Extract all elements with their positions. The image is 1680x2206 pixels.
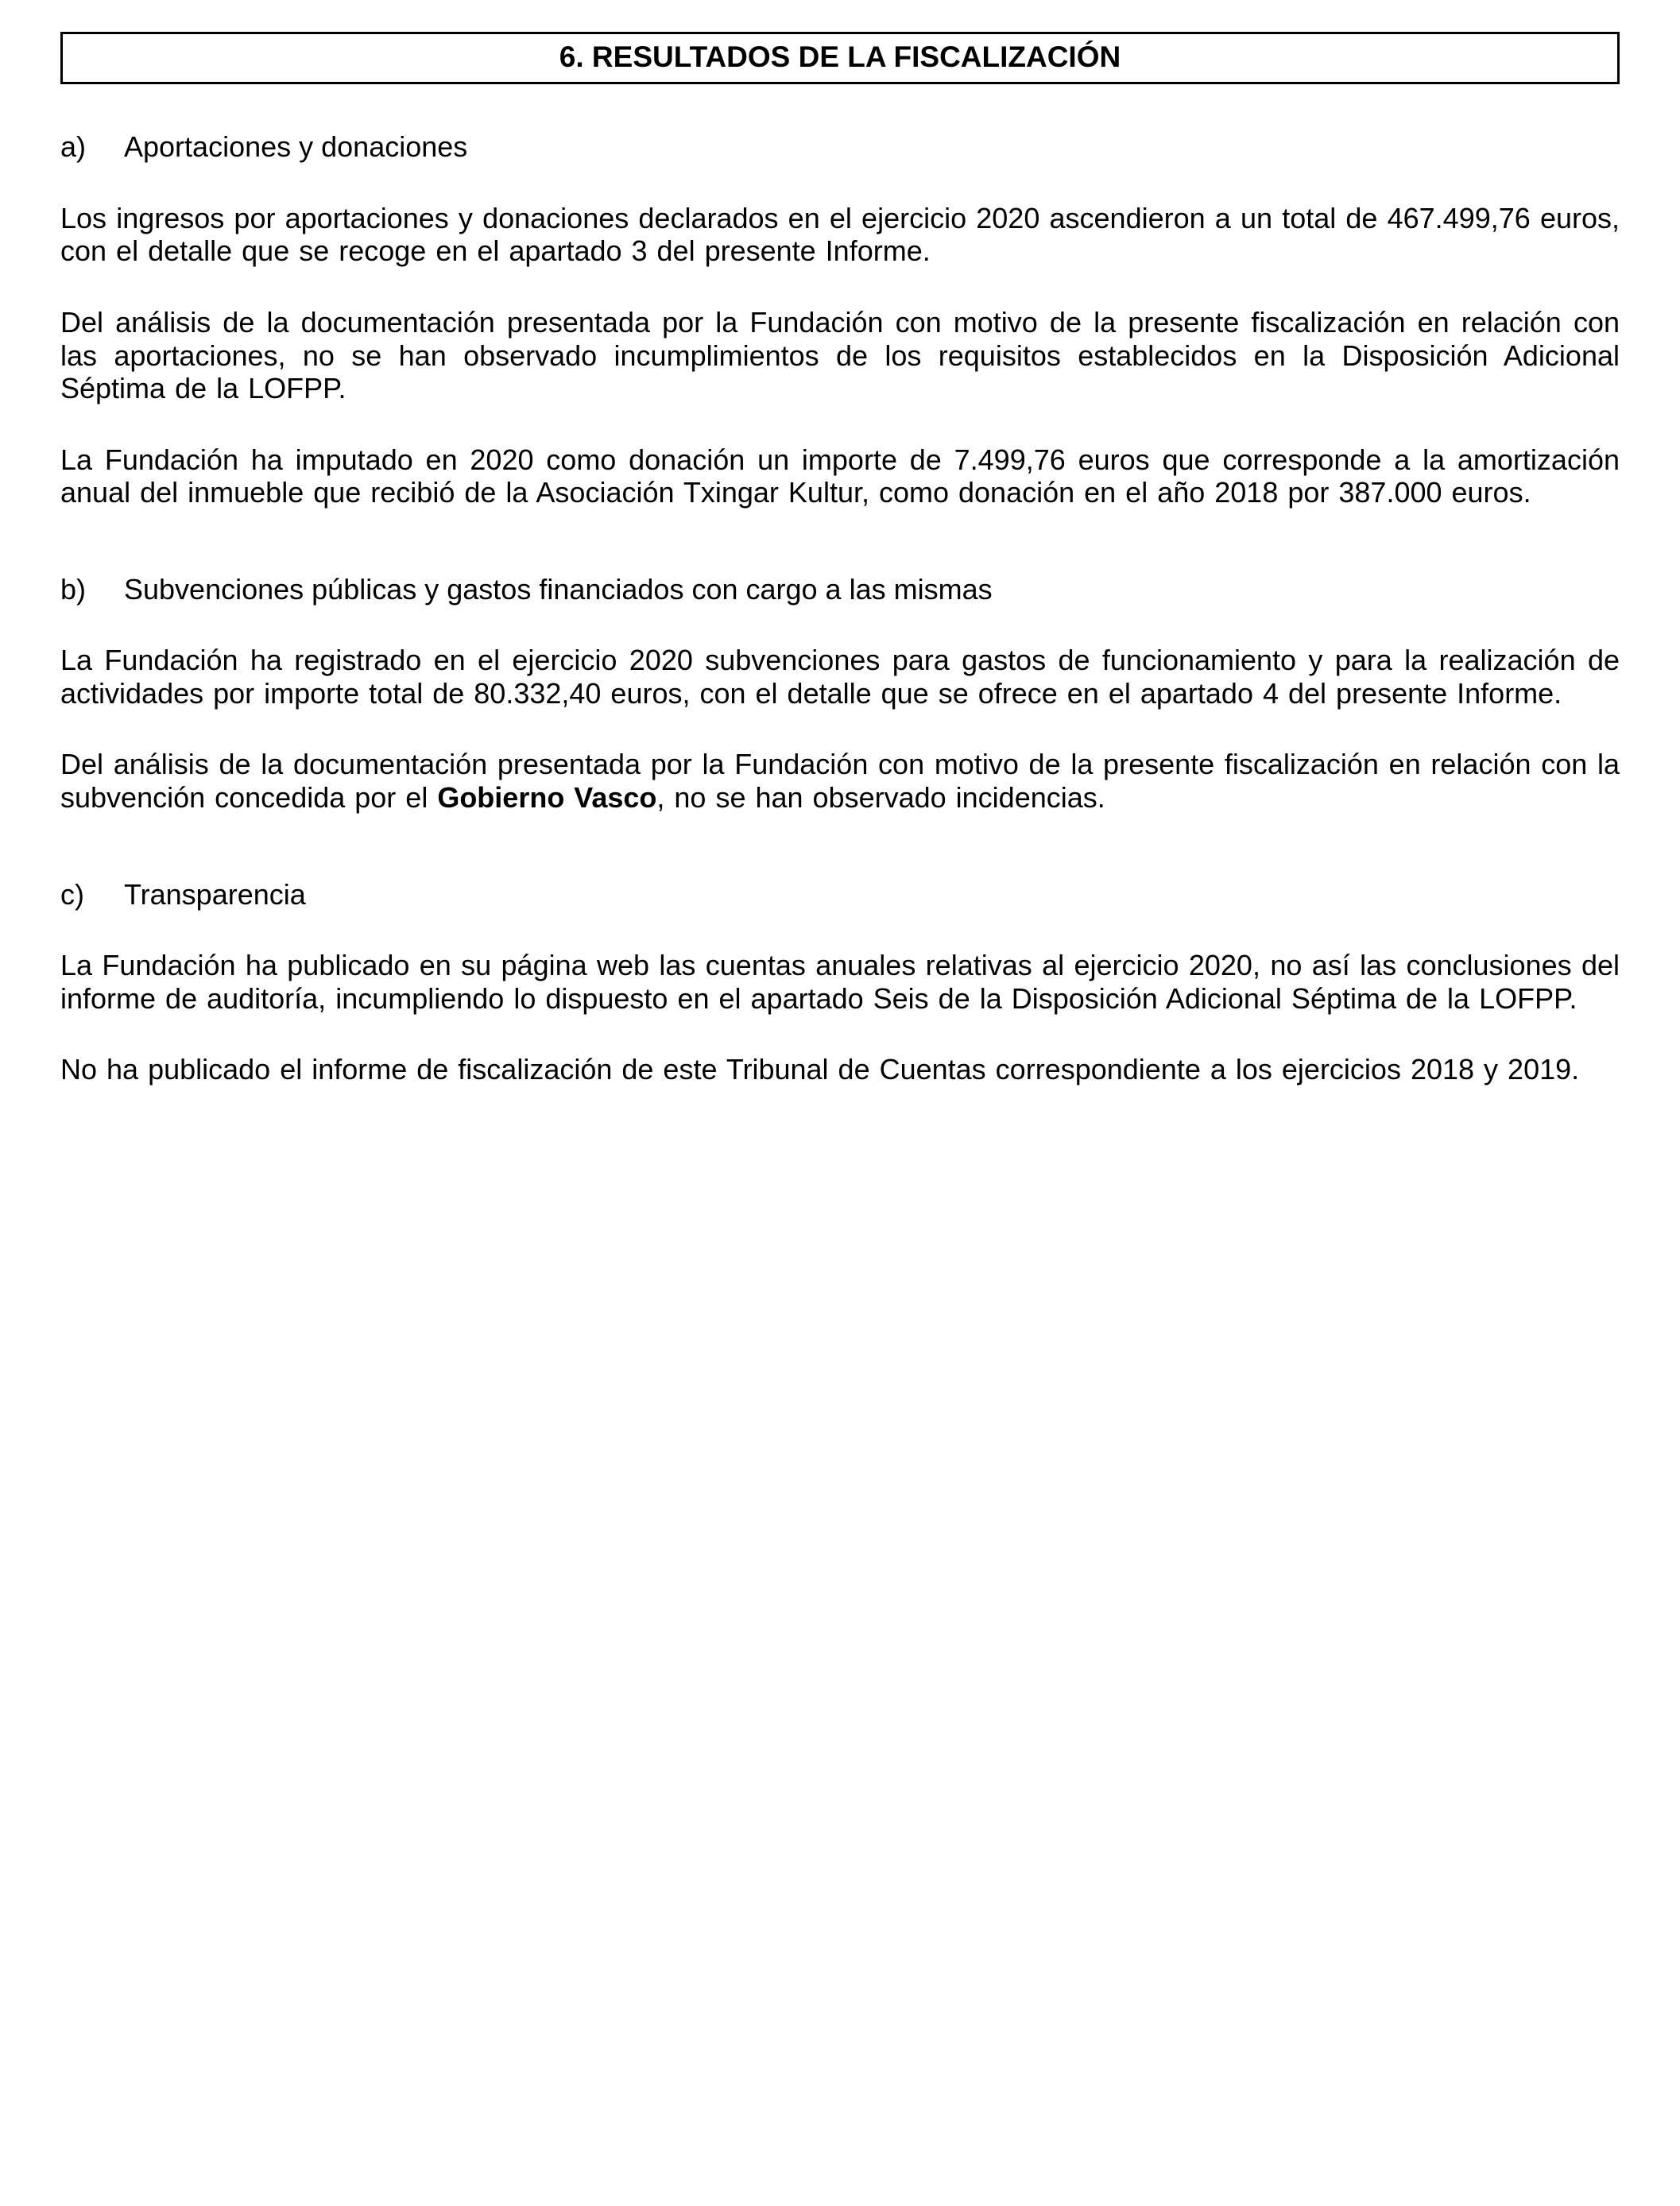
section-c-heading-text: Transparencia: [124, 877, 306, 911]
section-c-heading: [60, 878, 1620, 911]
paragraph-text-bold: Gobierno Vasco: [437, 780, 657, 814]
report-title-box: [60, 32, 1620, 84]
section-b-letter: b): [60, 572, 87, 606]
paragraph: La Fundación ha publicado en su página web las cuentas anuales relativas al ejercicio 2020, no así las conclusiones del informe de auditoría, incumpliendo lo dispuesto en el apartado Seis de la Disposición Adicional Séptima de la LOFPP.: [60, 948, 1620, 1015]
section-a-letter: a): [60, 130, 87, 164]
paragraph-text-post: , no se han observado incidencias.: [656, 780, 1105, 814]
section-a-heading-text: Aportaciones y donaciones: [124, 130, 468, 164]
section-b-heading-text: Subvenciones públicas y gastos financiados con cargo a las mismas: [124, 572, 993, 606]
paragraph-text-pre: Del análisis de la documentación presentada por la Fundación con motivo de la presente fiscalización en relación con la subvención concedida por el: [60, 748, 1620, 814]
paragraph-with-bold: [60, 748, 1620, 814]
section-a-heading: [60, 130, 1620, 163]
section-c-letter: c): [60, 877, 84, 911]
paragraph: Del análisis de la documentación presentada por la Fundación con motivo de la presente fiscalización en relación con las aportaciones, no se han observado incumplimientos de los requisitos establecidos en la Disposición Adicional Séptima de la LOFPP.: [60, 305, 1620, 405]
section-aportaciones: [60, 130, 1620, 509]
section-transparencia: [60, 878, 1620, 1086]
paragraph: La Fundación ha registrado en el ejercicio 2020 subvenciones para gastos de funcionamiento y para la realización de actividades por importe total de 80.332,40 euros, con el detalle que se ofrece en el apartado 4 del presente Informe.: [60, 644, 1620, 710]
paragraph: No ha publicado el informe de fiscalización de este Tribunal de Cuentas correspondiente a los ejercicios 2018 y 2019.: [60, 1053, 1580, 1086]
report-title: 6. RESULTADOS DE LA FISCALIZACIÓN: [559, 41, 1121, 73]
section-subvenciones: [60, 573, 1620, 815]
paragraph: La Fundación ha imputado en 2020 como donación un importe de 7.499,76 euros que corresponde a la amortización anual del inmueble que recibió de la Asociación Txingar Kultur, como donación en el año 2018 por 387.000 euros.: [60, 443, 1620, 509]
paragraph: Los ingresos por aportaciones y donaciones declarados en el ejercicio 2020 ascendieron a un total de 467.499,76 euros, con el detalle que se recoge en el apartado 3 del presente Informe.: [60, 201, 1620, 268]
section-b-heading: [60, 573, 1620, 606]
